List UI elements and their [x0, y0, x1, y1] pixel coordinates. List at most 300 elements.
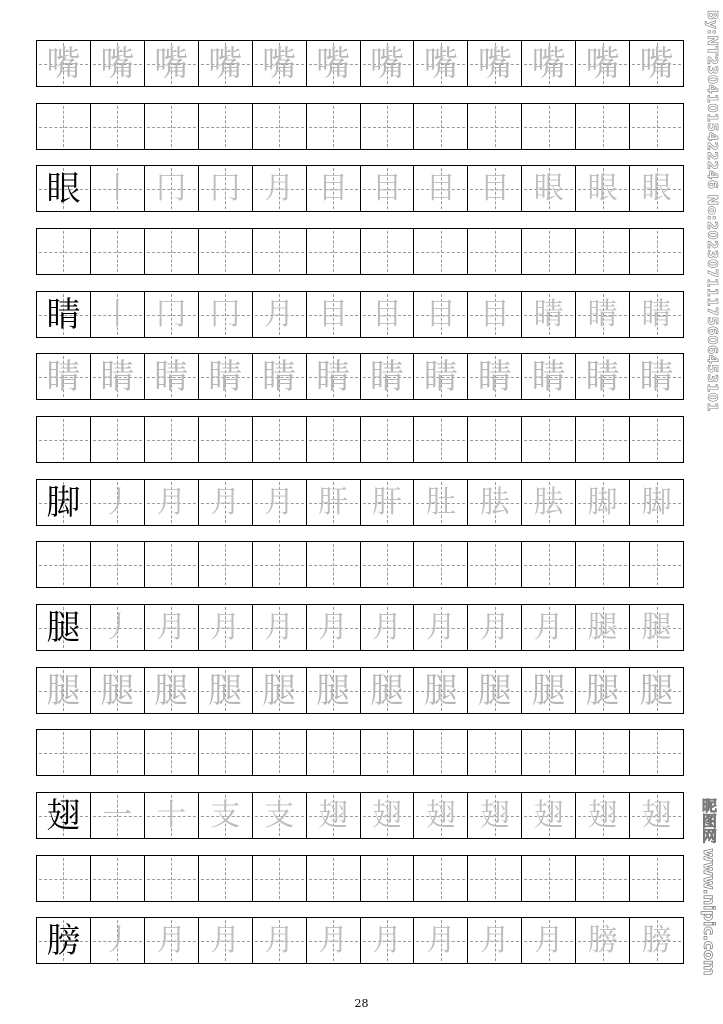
tianzige-cell — [145, 292, 199, 337]
tianzige-cell — [307, 104, 361, 149]
stroke-order-step: 目 — [479, 296, 510, 332]
practice-row-blank — [36, 541, 684, 588]
model-character: 翅 — [46, 795, 81, 836]
stroke-order-step: 冂 — [156, 170, 187, 206]
stroke-order-step: 十 — [156, 797, 187, 833]
practice-row-strokes — [36, 479, 684, 526]
stroke-order-step: 月 — [264, 170, 295, 206]
stroke-order-step: 眼 — [587, 170, 618, 206]
trace-character: 腿 — [100, 670, 135, 711]
tianzige-cell — [37, 229, 91, 274]
tianzige-cell — [630, 229, 683, 274]
tianzige-cell — [307, 292, 361, 337]
trace-character: 嘴 — [423, 43, 458, 84]
stroke-order-step: 睛 — [587, 296, 618, 332]
trace-character: 睛 — [208, 356, 243, 397]
tianzige-cell — [630, 41, 683, 86]
tianzige-cell — [91, 480, 145, 525]
tianzige-cell — [361, 605, 415, 650]
trace-character: 睛 — [100, 356, 135, 397]
tianzige-cell — [307, 480, 361, 525]
stroke-order-step: 丿 — [102, 484, 133, 520]
tianzige-cell — [37, 292, 91, 337]
tianzige-cell — [91, 354, 145, 399]
stroke-order-step: 翅 — [318, 797, 349, 833]
tianzige-cell — [199, 41, 253, 86]
tianzige-cell — [576, 542, 630, 587]
trace-character: 嘴 — [46, 43, 81, 84]
tianzige-cell — [630, 918, 683, 963]
tianzige-cell — [414, 292, 468, 337]
stroke-order-step: 肝 — [318, 484, 349, 520]
tianzige-cell — [199, 292, 253, 337]
tianzige-cell — [576, 292, 630, 337]
tianzige-cell — [199, 104, 253, 149]
tianzige-cell — [253, 668, 307, 713]
tianzige-cell — [199, 354, 253, 399]
tianzige-cell — [630, 166, 683, 211]
tianzige-cell — [253, 104, 307, 149]
stroke-order-step: 月 — [425, 922, 456, 958]
tianzige-cell — [414, 730, 468, 775]
tianzige-cell — [576, 730, 630, 775]
tianzige-cell — [307, 417, 361, 462]
tianzige-cell — [145, 354, 199, 399]
trace-character: 嘴 — [208, 43, 243, 84]
stroke-order-step: 翅 — [479, 797, 510, 833]
trace-character: 睛 — [531, 356, 566, 397]
trace-character: 嘴 — [369, 43, 404, 84]
tianzige-cell — [37, 104, 91, 149]
tianzige-cell — [468, 292, 522, 337]
tianzige-cell — [91, 104, 145, 149]
tianzige-cell — [361, 417, 415, 462]
trace-character: 睛 — [262, 356, 297, 397]
tianzige-cell — [37, 480, 91, 525]
tianzige-cell — [37, 605, 91, 650]
model-character: 脚 — [46, 482, 81, 523]
tianzige-cell — [307, 41, 361, 86]
tianzige-cell — [307, 166, 361, 211]
stroke-order-step: 肚 — [425, 484, 456, 520]
tianzige-cell — [253, 480, 307, 525]
stroke-order-step: 支 — [264, 797, 295, 833]
tianzige-cell — [630, 417, 683, 462]
trace-character: 嘴 — [316, 43, 351, 84]
tianzige-cell — [414, 793, 468, 838]
tianzige-cell — [468, 480, 522, 525]
model-character: 睛 — [46, 294, 81, 335]
stroke-order-step: 月 — [479, 922, 510, 958]
tianzige-cell — [468, 229, 522, 274]
stroke-order-step: 膀 — [641, 922, 672, 958]
practice-row-strokes — [36, 165, 684, 212]
stroke-order-step: 月 — [210, 922, 241, 958]
tianzige-cell — [468, 793, 522, 838]
stroke-order-step: 目 — [371, 296, 402, 332]
practice-row-strokes — [36, 291, 684, 338]
tianzige-cell — [468, 668, 522, 713]
tianzige-cell — [414, 104, 468, 149]
tianzige-cell — [307, 730, 361, 775]
tianzige-cell — [145, 229, 199, 274]
tianzige-cell — [91, 292, 145, 337]
tianzige-cell — [414, 605, 468, 650]
tianzige-cell — [307, 354, 361, 399]
tianzige-cell — [361, 918, 415, 963]
tianzige-cell — [145, 41, 199, 86]
stroke-order-step: 月 — [264, 296, 295, 332]
stroke-order-step: 脚 — [641, 484, 672, 520]
stroke-order-step: 翅 — [533, 797, 564, 833]
stroke-order-step: 目 — [425, 296, 456, 332]
trace-character: 睛 — [423, 356, 458, 397]
trace-character: 腿 — [423, 670, 458, 711]
tianzige-cell — [630, 793, 683, 838]
tianzige-cell — [253, 542, 307, 587]
tianzige-cell — [522, 104, 576, 149]
tianzige-cell — [37, 542, 91, 587]
practice-row-strokes — [36, 792, 684, 839]
stroke-order-step: 月 — [210, 609, 241, 645]
stroke-order-step: 一 — [102, 797, 133, 833]
trace-character: 嘴 — [100, 43, 135, 84]
tianzige-cell — [91, 668, 145, 713]
tianzige-cell — [414, 542, 468, 587]
tianzige-cell — [253, 918, 307, 963]
stroke-order-step: 月 — [425, 609, 456, 645]
tianzige-cell — [414, 918, 468, 963]
stroke-order-step: 腿 — [587, 609, 618, 645]
practice-row-blank — [36, 103, 684, 150]
stroke-order-step: 胠 — [533, 484, 564, 520]
tianzige-cell — [253, 354, 307, 399]
stroke-order-step: 月 — [210, 484, 241, 520]
tianzige-cell — [522, 605, 576, 650]
stroke-order-step: 丿 — [102, 922, 133, 958]
tianzige-cell — [576, 856, 630, 901]
tianzige-cell — [468, 918, 522, 963]
tianzige-cell — [630, 730, 683, 775]
tianzige-cell — [91, 166, 145, 211]
trace-character: 腿 — [477, 670, 512, 711]
tianzige-cell — [145, 856, 199, 901]
stroke-order-step: 翅 — [371, 797, 402, 833]
tianzige-cell — [91, 605, 145, 650]
tianzige-cell — [361, 542, 415, 587]
tianzige-cell — [91, 542, 145, 587]
model-character: 眼 — [46, 168, 81, 209]
tianzige-cell — [91, 229, 145, 274]
tianzige-cell — [522, 166, 576, 211]
tianzige-cell — [522, 354, 576, 399]
trace-character: 睛 — [46, 356, 81, 397]
trace-character: 睛 — [154, 356, 189, 397]
trace-character: 睛 — [477, 356, 512, 397]
tianzige-cell — [199, 605, 253, 650]
tianzige-cell — [307, 605, 361, 650]
trace-character: 睛 — [369, 356, 404, 397]
stroke-order-step: 冂 — [210, 296, 241, 332]
tianzige-cell — [307, 793, 361, 838]
tianzige-cell — [468, 104, 522, 149]
stroke-order-step: 月 — [371, 609, 402, 645]
tianzige-cell — [576, 480, 630, 525]
tianzige-cell — [630, 104, 683, 149]
tianzige-cell — [307, 542, 361, 587]
trace-character: 腿 — [585, 670, 620, 711]
tianzige-cell — [576, 918, 630, 963]
trace-character: 腿 — [639, 670, 674, 711]
stroke-order-step: 丿 — [102, 609, 133, 645]
practice-row-trace — [36, 40, 684, 87]
stroke-order-step: 月 — [264, 484, 295, 520]
tianzige-cell — [361, 166, 415, 211]
tianzige-cell — [253, 793, 307, 838]
stroke-order-step: 月 — [264, 922, 295, 958]
tianzige-cell — [361, 793, 415, 838]
tianzige-cell — [253, 730, 307, 775]
tianzige-cell — [145, 918, 199, 963]
tianzige-cell — [37, 730, 91, 775]
stroke-order-step: 眼 — [641, 170, 672, 206]
tianzige-cell — [522, 229, 576, 274]
stroke-order-step: 丨 — [102, 296, 133, 332]
stroke-order-step: 腿 — [641, 609, 672, 645]
tianzige-cell — [414, 166, 468, 211]
tianzige-cell — [468, 41, 522, 86]
stroke-order-step: 目 — [371, 170, 402, 206]
tianzige-cell — [253, 41, 307, 86]
tianzige-cell — [468, 605, 522, 650]
tianzige-cell — [522, 480, 576, 525]
stroke-order-step: 眼 — [533, 170, 564, 206]
tianzige-cell — [468, 354, 522, 399]
practice-row-blank — [36, 228, 684, 275]
practice-row-blank — [36, 729, 684, 776]
tianzige-cell — [576, 354, 630, 399]
tianzige-cell — [576, 104, 630, 149]
stroke-order-step: 月 — [264, 609, 295, 645]
tianzige-cell — [576, 793, 630, 838]
tianzige-cell — [522, 918, 576, 963]
practice-row-strokes — [36, 917, 684, 964]
tianzige-cell — [468, 542, 522, 587]
tianzige-cell — [522, 542, 576, 587]
tianzige-cell — [361, 668, 415, 713]
tianzige-cell — [522, 668, 576, 713]
practice-row-trace — [36, 353, 684, 400]
tianzige-cell — [145, 104, 199, 149]
trace-character: 嘴 — [477, 43, 512, 84]
stroke-order-step: 目 — [318, 170, 349, 206]
stroke-order-step: 目 — [479, 170, 510, 206]
stroke-order-step: 脚 — [587, 484, 618, 520]
practice-row-blank — [36, 855, 684, 902]
tianzige-cell — [91, 856, 145, 901]
stroke-order-step: 月 — [156, 922, 187, 958]
tianzige-cell — [414, 417, 468, 462]
tianzige-cell — [576, 668, 630, 713]
tianzige-cell — [145, 668, 199, 713]
stroke-order-step: 目 — [425, 170, 456, 206]
tianzige-cell — [37, 417, 91, 462]
tianzige-cell — [468, 856, 522, 901]
tianzige-cell — [522, 41, 576, 86]
tianzige-cell — [630, 542, 683, 587]
site-watermark: 昵图网 www.nipic.com — [700, 798, 718, 976]
stroke-order-step: 月 — [371, 922, 402, 958]
tianzige-cell — [91, 730, 145, 775]
tianzige-cell — [522, 856, 576, 901]
stroke-order-step: 支 — [210, 797, 241, 833]
tianzige-cell — [145, 480, 199, 525]
tianzige-cell — [361, 104, 415, 149]
tianzige-cell — [414, 480, 468, 525]
tianzige-cell — [37, 793, 91, 838]
stroke-order-step: 翅 — [641, 797, 672, 833]
trace-character: 睛 — [316, 356, 351, 397]
tianzige-cell — [91, 417, 145, 462]
tianzige-cell — [414, 354, 468, 399]
tianzige-cell — [468, 417, 522, 462]
tianzige-cell — [199, 856, 253, 901]
tianzige-cell — [576, 229, 630, 274]
tianzige-cell — [361, 354, 415, 399]
tianzige-cell — [576, 417, 630, 462]
tianzige-cell — [199, 793, 253, 838]
model-character: 腿 — [46, 607, 81, 648]
stroke-order-step: 翅 — [425, 797, 456, 833]
tianzige-cell — [414, 856, 468, 901]
model-character: 膀 — [46, 920, 81, 961]
tianzige-cell — [199, 918, 253, 963]
page-number: 28 — [354, 997, 369, 1010]
tianzige-cell — [414, 41, 468, 86]
tianzige-cell — [361, 41, 415, 86]
practice-row-strokes — [36, 604, 684, 651]
tianzige-cell — [145, 605, 199, 650]
tianzige-cell — [253, 229, 307, 274]
trace-character: 腿 — [369, 670, 404, 711]
stroke-order-step: 胠 — [479, 484, 510, 520]
tianzige-cell — [468, 730, 522, 775]
stroke-order-step: 冂 — [210, 170, 241, 206]
tianzige-cell — [145, 793, 199, 838]
stroke-order-step: 月 — [318, 609, 349, 645]
id-watermark: By:NT23041015422246 No:20230711175606453101 — [704, 10, 719, 412]
trace-character: 腿 — [316, 670, 351, 711]
tianzige-cell — [199, 480, 253, 525]
tianzige-cell — [630, 292, 683, 337]
tianzige-cell — [361, 292, 415, 337]
tianzige-cell — [253, 292, 307, 337]
trace-character: 腿 — [208, 670, 243, 711]
stroke-order-step: 目 — [318, 296, 349, 332]
tianzige-cell — [630, 856, 683, 901]
tianzige-cell — [522, 292, 576, 337]
stroke-order-step: 月 — [156, 484, 187, 520]
trace-character: 腿 — [531, 670, 566, 711]
tianzige-cell — [361, 229, 415, 274]
stroke-order-step: 月 — [156, 609, 187, 645]
tianzige-cell — [145, 166, 199, 211]
stroke-order-step: 月 — [479, 609, 510, 645]
tianzige-cell — [630, 668, 683, 713]
stroke-order-step: 丨 — [102, 170, 133, 206]
tianzige-cell — [361, 856, 415, 901]
tianzige-cell — [145, 417, 199, 462]
tianzige-cell — [522, 417, 576, 462]
tianzige-cell — [145, 542, 199, 587]
tianzige-cell — [522, 793, 576, 838]
trace-character: 嘴 — [262, 43, 297, 84]
trace-character: 嘴 — [154, 43, 189, 84]
tianzige-cell — [37, 166, 91, 211]
tianzige-cell — [576, 166, 630, 211]
stroke-order-step: 月 — [318, 922, 349, 958]
trace-character: 睛 — [585, 356, 620, 397]
stroke-order-step: 翅 — [587, 797, 618, 833]
tianzige-cell — [199, 668, 253, 713]
tianzige-cell — [253, 856, 307, 901]
practice-row-blank — [36, 416, 684, 463]
stroke-order-step: 冂 — [156, 296, 187, 332]
tianzige-cell — [414, 668, 468, 713]
tianzige-cell — [361, 480, 415, 525]
tianzige-cell — [576, 605, 630, 650]
tianzige-cell — [199, 542, 253, 587]
trace-character: 嘴 — [531, 43, 566, 84]
tianzige-cell — [468, 166, 522, 211]
tianzige-cell — [253, 417, 307, 462]
tianzige-cell — [37, 354, 91, 399]
tianzige-cell — [37, 918, 91, 963]
tianzige-cell — [630, 480, 683, 525]
tianzige-cell — [91, 918, 145, 963]
tianzige-cell — [307, 668, 361, 713]
stroke-order-step: 月 — [533, 609, 564, 645]
tianzige-cell — [630, 354, 683, 399]
tianzige-cell — [630, 605, 683, 650]
tianzige-cell — [307, 856, 361, 901]
tianzige-cell — [37, 856, 91, 901]
tianzige-cell — [199, 166, 253, 211]
tianzige-cell — [253, 605, 307, 650]
stroke-order-step: 睛 — [533, 296, 564, 332]
tianzige-cell — [145, 730, 199, 775]
trace-character: 腿 — [46, 670, 81, 711]
trace-character: 腿 — [154, 670, 189, 711]
tianzige-cell — [253, 166, 307, 211]
tianzige-cell — [522, 730, 576, 775]
tianzige-cell — [199, 229, 253, 274]
tianzige-cell — [307, 918, 361, 963]
trace-character: 嘴 — [585, 43, 620, 84]
tianzige-cell — [576, 41, 630, 86]
stroke-order-step: 月 — [533, 922, 564, 958]
stroke-order-step: 肝 — [371, 484, 402, 520]
tianzige-cell — [91, 41, 145, 86]
stroke-order-step: 膀 — [587, 922, 618, 958]
trace-character: 睛 — [639, 356, 674, 397]
tianzige-cell — [199, 417, 253, 462]
tianzige-cell — [307, 229, 361, 274]
trace-character: 腿 — [262, 670, 297, 711]
tianzige-cell — [361, 730, 415, 775]
tianzige-cell — [91, 793, 145, 838]
practice-row-trace — [36, 667, 684, 714]
